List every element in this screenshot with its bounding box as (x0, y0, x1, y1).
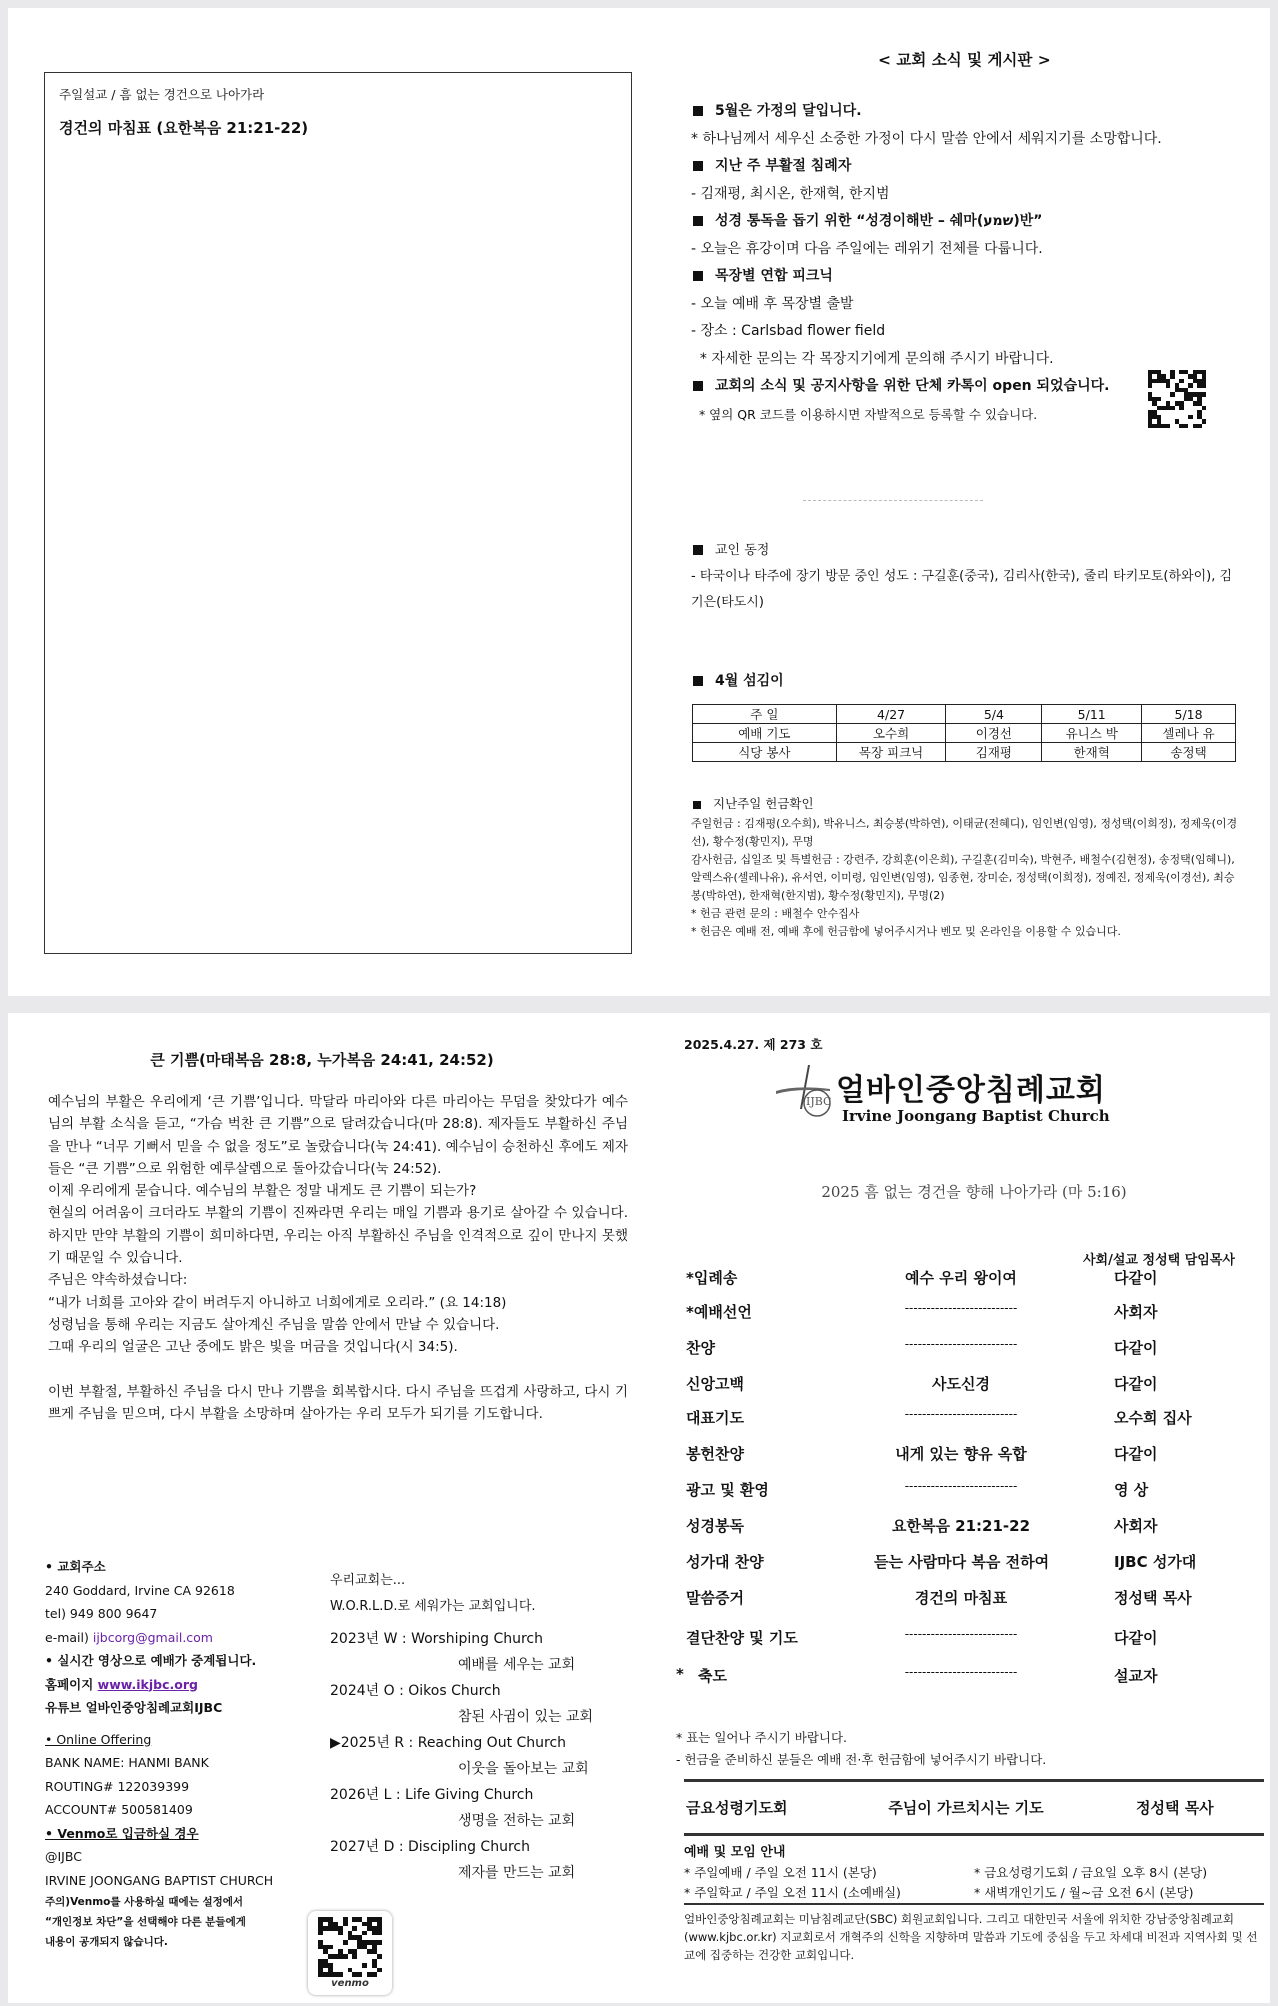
logo-text: IJBC (806, 1095, 832, 1108)
serving-heading-row (691, 670, 784, 690)
order-item: 축도 (698, 1667, 727, 1685)
serving-cell: 목장 피크닉 (836, 743, 946, 762)
news-line (691, 181, 1251, 209)
order-row (684, 1627, 1278, 1651)
gathering-info (684, 1843, 1264, 1903)
order-item: 성가대 찬양 (686, 1553, 764, 1571)
venmo-id: @IJBC (45, 1849, 82, 1864)
sermon-series: 주일설교 / 흠 없는 경건으로 나아가라 (59, 87, 265, 102)
church-description: 얼바인중앙침례교회는 미남침례교단(SBC) 회원교회입니다. 그리고 대한민국 서울에 위치한 강남중앙침례교회(www.kjbc.or.kr) 지교회로서 개혁주의 신학을 지향하며 말씀과 기도에 중심을 두고 차세대 비전과 지역사회 및 선교에 집중하는 건강한 교회입니다. (684, 1912, 1258, 1962)
serving-heading: 4월 섬김이 (715, 673, 784, 689)
yearly-motto: 2025 흠 없는 경건을 향해 나아가라 (마 5:16) (821, 1183, 1127, 1201)
youtube-channel: 유튜브 얼바인중앙침례교회IJBC (45, 1700, 223, 1715)
serving-row (693, 743, 1236, 762)
news-line (691, 236, 1251, 264)
order-item: 결단찬양 및 기도 (686, 1629, 798, 1647)
serving-cell: 유니스 박 (1042, 724, 1142, 743)
serving-cell: 이경선 (946, 724, 1042, 743)
news-text: 성경 통독을 돕기 위한 “성경이해반 – 쉐마(שמע)반” (715, 213, 1043, 229)
serving-cell: 오수희 (836, 724, 946, 743)
news-line (691, 318, 1251, 346)
order-notes (676, 1727, 1046, 1771)
order-row (684, 1301, 1278, 1325)
order-row (684, 1337, 1278, 1361)
order-leader: 다같이 (1114, 1375, 1158, 1393)
order-content: 요한복음 21:21-22 (891, 1517, 1031, 1535)
column-paragraph: 예수님의 부활은 우리에게 ‘큰 기쁨’입니다. 막달라 마리아와 다른 마리아는 무덤을 찾았다가 예수님의 부활 소식을 듣고, “가슴 벅찬 큰 기쁨”으로 달려갔습니다(마 28:8). 제자들도 부활하신 주님을 만나 “너무 기뻐서 믿을 수 없을 정도”로 놀랐습니다(눅 24:41). 예수님이 승천하신 후에도 제자들은 “큰 기쁨”으로 위험한 예루살렘으로 돌아갔습니다(눅 24:52). (48, 1094, 628, 1177)
order-content: 예수 우리 왕이여 (905, 1269, 1017, 1287)
order-item: *입례송 (686, 1269, 738, 1287)
order-row (684, 1407, 1278, 1431)
order-leader: IJBC 성가대 (1114, 1553, 1197, 1571)
world-intro: 우리교회는... (330, 1573, 406, 1588)
bulletin-cover-page (8, 1013, 1270, 2003)
order-content: -------------------------- (904, 1665, 1018, 1679)
world-item: ▶2025년 R : Reaching Out Church (330, 1735, 567, 1751)
finance-special: 감사헌금, 십일조 및 특별헌금 : 강련주, 강희훈(이은희), 구길훈(김미숙), 박현주, 배철수(김현정), 송정택(임혜니), 알렉스유(셀레나유), 유서연, 이미령, 임인변(임영), 임종현, 장미순, 정성택(이희정), 정예진, 정제욱(이경선), 최승봉(박하연), 한재혁(한지범), 황수정(황민지), 무명(2) (691, 852, 1235, 903)
finance-heading: 지난주일 헌금확인 (713, 796, 814, 811)
world-item: 2027년 D : Discipling Church (330, 1839, 530, 1855)
news-text: 지난 주 부활절 침례자 (715, 158, 852, 174)
offering-note: - 헌금을 준비하신 분들은 예배 전·후 헌금함에 넣어주시기 바랍니다. (676, 1752, 1047, 1767)
order-content: -------------------------- (904, 1627, 1018, 1641)
order-content: -------------------------- (904, 1479, 1018, 1493)
order-leader: 사회자 (1114, 1517, 1158, 1535)
order-row (684, 1587, 1278, 1611)
order-leader: 사회자 (1114, 1303, 1158, 1321)
divider-line (684, 1903, 1264, 1905)
world-item: 2026년 L : Life Giving Church (330, 1787, 534, 1803)
venmo-note: 주의)Venmo를 사용하실 때에는 설정에서 (45, 1896, 244, 1908)
sunday-service-time: * 주일예배 / 주일 오전 11시 (본당) (684, 1865, 877, 1880)
issue-date: 2025.4.27. 제 273 호 (684, 1037, 823, 1052)
order-row (676, 1665, 1278, 1689)
column-paragraph: “내가 너희를 고아와 같이 버려두지 아니하고 너희에게로 오리라.” (요 14:18) (48, 1294, 507, 1311)
world-item: 2024년 O : Oikos Church (330, 1683, 501, 1699)
serving-header-cell: 주 일 (693, 705, 837, 724)
contact-info (45, 1555, 325, 1952)
order-leader: 영 상 (1114, 1481, 1149, 1499)
bank-name: BANK NAME: HANMI BANK (45, 1755, 209, 1770)
news-text: - 오늘 예배 후 목장별 출발 (691, 295, 854, 312)
order-content: -------------------------- (904, 1301, 1018, 1315)
order-content: 사도신경 (932, 1375, 990, 1393)
news-line (691, 263, 1251, 291)
order-item: 봉헌찬양 (686, 1445, 744, 1463)
column-paragraph: 그때 우리의 얼굴은 고난 중에도 밝은 빛을 머금을 것입니다(시 34:5). (48, 1339, 458, 1356)
dawn-prayer-time: * 새벽개인기도 / 월~금 오전 6시 (본당) (974, 1885, 1194, 1900)
serving-cell: 식당 봉사 (693, 743, 837, 762)
order-content: -------------------------- (904, 1407, 1018, 1421)
order-item: 광고 및 환영 (686, 1481, 769, 1499)
bullet-square (693, 271, 703, 281)
venmo-qr-card (308, 1911, 392, 1995)
divider-line (684, 1833, 1264, 1836)
serving-header-cell: 4/27 (836, 705, 946, 724)
world-item: 2023년 W : Worshiping Church (330, 1631, 543, 1647)
order-content: 경건의 마침표 (914, 1589, 1008, 1607)
serving-row (693, 724, 1236, 743)
serving-header-row (693, 705, 1236, 724)
serving-cell: 송정택 (1142, 743, 1236, 762)
world-item-sub: 이웃을 돌아보는 교회 (458, 1761, 589, 1777)
finance-sunday: 주일헌금 : 김재평(오수희), 박유니스, 최승봉(박하연), 이태균(전혜디), 임인변(임영), 정성택(이희정), 정제욱(이경선), 황수정(황민지), 무명 (691, 816, 1238, 848)
section-divider (803, 500, 983, 501)
world-item-sub: 참된 사귐이 있는 교회 (458, 1709, 594, 1725)
order-item: 성경봉독 (686, 1517, 744, 1535)
venmo-note: “개인정보 차단”을 선택해야 다른 분들에게 (45, 1916, 246, 1928)
friday-prayer-label: 금요성령기도회 (686, 1799, 788, 1817)
homepage-link[interactable]: www.ikjbc.org (97, 1676, 198, 1692)
world-item-sub: 예배를 세우는 교회 (458, 1657, 576, 1673)
church-name-korean: 얼바인중앙침례교회 (836, 1073, 1106, 1108)
homepage-label: 홈페이지 (45, 1676, 98, 1692)
world-item-sub: 생명을 전하는 교회 (458, 1813, 576, 1829)
news-line (691, 126, 1251, 154)
column-closing: 이번 부활절, 부활하신 주님을 다시 만나 기쁨을 회복합시다. 다시 주님을 뜨겁게 사랑하고, 다시 기쁘게 주님을 믿으며, 다시 부활을 소망하며 살아가는 우리 모두가 되기를 기도합니다. (48, 1383, 628, 1422)
news-text: * 하나님께서 세우신 소중한 가정이 다시 말씀 안에서 세워지기를 소망합니다. (691, 130, 1162, 147)
order-content: 듣는 사람마다 복음 전하여 (874, 1553, 1050, 1571)
friday-prayer-time: * 금요성령기도회 / 금요일 오후 8시 (본당) (974, 1865, 1208, 1880)
account-number: ACCOUNT# 500581409 (45, 1802, 193, 1817)
friday-prayer-leader: 정성택 목사 (1136, 1799, 1214, 1817)
order-content: 내게 있는 향유 옥합 (895, 1445, 1027, 1463)
order-leader: 다같이 (1114, 1339, 1158, 1357)
world-vision (330, 1568, 640, 1886)
column-paragraph: 현실의 어려움이 크더라도 부활의 기쁨이 진짜라면 우리는 매일 기쁨과 용기로 살아갈 수 있습니다. 하지만 만약 부활의 기쁨이 희미하다면, 우리는 아직 부활하신 주님을 인격적으로 깊이 만나지 못했기 때문일 수 있습니다. (48, 1205, 628, 1267)
church-logo-icon (770, 1063, 836, 1119)
serving-cell: 셀레나 유 (1142, 724, 1236, 743)
online-offering-heading: • Online Offering (45, 1731, 152, 1747)
sermon-note-title: 경건의 마침표 (요한복음 21:21-22) (59, 119, 309, 137)
column-title: 큰 기쁨(마태복음 28:8, 누가복음 24:41, 24:52) (150, 1051, 494, 1069)
news-line (691, 208, 1251, 236)
serving-cell: 김재평 (946, 743, 1042, 762)
bullet-square (693, 161, 703, 171)
bulletin-inner-page (8, 8, 1270, 996)
order-leader: 설교자 (1114, 1667, 1158, 1685)
order-row (684, 1267, 1278, 1291)
order-content: -------------------------- (904, 1337, 1018, 1351)
email-label: e-mail) (45, 1629, 93, 1645)
order-leader: 다같이 (1114, 1269, 1158, 1287)
serving-header-cell: 5/11 (1042, 705, 1142, 724)
friday-prayer-topic: 주님이 가르치시는 기도 (888, 1799, 1044, 1817)
standing-mark: * (676, 1665, 684, 1683)
kakao-qr-code (1148, 370, 1206, 428)
serving-header-cell: 5/18 (1142, 705, 1236, 724)
bullet-square (693, 381, 703, 391)
news-text: * 자세한 문의는 각 목장지기에게 문의해 주시기 바랍니다. (691, 350, 1054, 367)
world-intro: W.O.R.L.D.로 세워가는 교회입니다. (330, 1599, 536, 1614)
email-link[interactable]: ijbcorg@gmail.com (92, 1629, 213, 1645)
order-row (684, 1479, 1278, 1503)
qr-module (1202, 424, 1206, 428)
divider-line (684, 1779, 1264, 1782)
news-text: 5월은 가정의 달입니다. (715, 103, 862, 119)
members-section (691, 538, 1239, 616)
church-logo (770, 1063, 836, 1119)
order-item: 신앙고백 (686, 1375, 744, 1393)
sermon-note-box (44, 72, 632, 954)
serving-header-cell: 5/4 (946, 705, 1042, 724)
world-item-sub: 제자를 만드는 교회 (458, 1865, 576, 1881)
column-paragraph: 이제 우리에게 묻습니다. 예수님의 부활은 정말 내게도 큰 기쁨이 되는가? (48, 1183, 477, 1200)
order-row (684, 1443, 1278, 1467)
venmo-logo-text: venmo (331, 1978, 369, 1989)
order-item: *예배선언 (686, 1303, 752, 1321)
venmo-note: 내용이 공개되지 않습니다. (45, 1936, 168, 1948)
members-heading: 교인 동정 (715, 543, 770, 558)
column-paragraph: 성령님을 통해 우리는 지금도 살아계신 주님을 말씀 안에서 만날 수 있습니다. (48, 1316, 500, 1333)
news-text: - 김재평, 최시온, 한재혁, 한지범 (691, 185, 890, 202)
news-text: - 장소 : Carlsbad flower field (691, 323, 886, 339)
order-row (684, 1551, 1278, 1575)
news-text: 교회의 소식 및 공지사항을 위한 단체 카톡이 open 되었습니다. (715, 378, 1110, 394)
order-row (684, 1515, 1278, 1539)
order-item: 찬양 (686, 1339, 715, 1357)
news-line (691, 153, 1251, 181)
news-line (691, 346, 1251, 374)
phone-number: tel) 949 800 9647 (45, 1606, 158, 1621)
serving-cell: 한재혁 (1042, 743, 1142, 762)
live-stream-note: • 실시간 영상으로 예배가 중계됩니다. (45, 1653, 257, 1668)
sunday-school-time: * 주일학교 / 주일 오전 11시 (소예배실) (684, 1885, 901, 1900)
venmo-account-name: IRVINE JOONGANG BAPTIST CHURCH (45, 1872, 274, 1888)
bullet-square (693, 216, 703, 226)
presider: 사회/설교 정성택 담임목사 (1083, 1253, 1235, 1268)
finance-note-inquiry: * 헌금 관련 문의 : 배철수 안수집사 (691, 907, 860, 921)
order-leader: 다같이 (1114, 1445, 1158, 1463)
column-paragraph: 주님은 약속하셨습니다: (48, 1272, 188, 1289)
order-leader: 정성택 목사 (1114, 1589, 1192, 1607)
order-leader: 오수희 집사 (1114, 1409, 1192, 1427)
friday-prayer-row (684, 1797, 1264, 1821)
order-leader: 다같이 (1114, 1629, 1158, 1647)
board-title: < 교회 소식 및 게시판 > (878, 51, 1051, 69)
bullet-square (693, 106, 703, 116)
members-text: - 타국이나 타주에 장기 방문 중인 성도 : 구길훈(중국), 김리사(한국), 줄리 타키모토(하와이), 김기은(타도시) (691, 569, 1233, 610)
news-text: - 오늘은 휴강이며 다음 주일에는 레위기 전체를 다룹니다. (691, 240, 1043, 257)
news-line (691, 291, 1251, 319)
gathering-heading: 예배 및 모임 안내 (684, 1845, 786, 1860)
qr-module (377, 1972, 382, 1977)
finance-section (691, 794, 1239, 942)
serving-table (692, 704, 1236, 762)
address-line: 240 Goddard, Irvine CA 92618 (45, 1582, 235, 1598)
paragraph-gap (48, 1359, 628, 1381)
serving-cell: 예배 기도 (693, 724, 837, 743)
order-item: 대표기도 (686, 1409, 744, 1427)
column-body (48, 1091, 628, 1425)
order-item: 말씀증거 (686, 1589, 744, 1607)
church-name-english: Irvine Joongang Baptist Church (842, 1107, 1110, 1125)
news-line (691, 98, 1251, 126)
order-row (684, 1373, 1278, 1397)
news-text: * 옆의 QR 코드를 이용하시면 자발적으로 등록할 수 있습니다. (691, 406, 1038, 422)
address-heading: • 교회주소 (45, 1559, 106, 1574)
routing-number: ROUTING# 122039399 (45, 1778, 190, 1794)
finance-note-how: * 헌금은 예배 전, 예배 후에 헌금함에 넣어주시거나 벤모 및 온라인을 이용할 수 있습니다. (691, 925, 1121, 939)
standing-note: * 표는 일어나 주시기 바랍니다. (676, 1730, 848, 1745)
venmo-heading: • Venmo로 입금하실 경우 (45, 1825, 199, 1841)
news-text: 목장별 연합 피크닉 (715, 268, 833, 284)
